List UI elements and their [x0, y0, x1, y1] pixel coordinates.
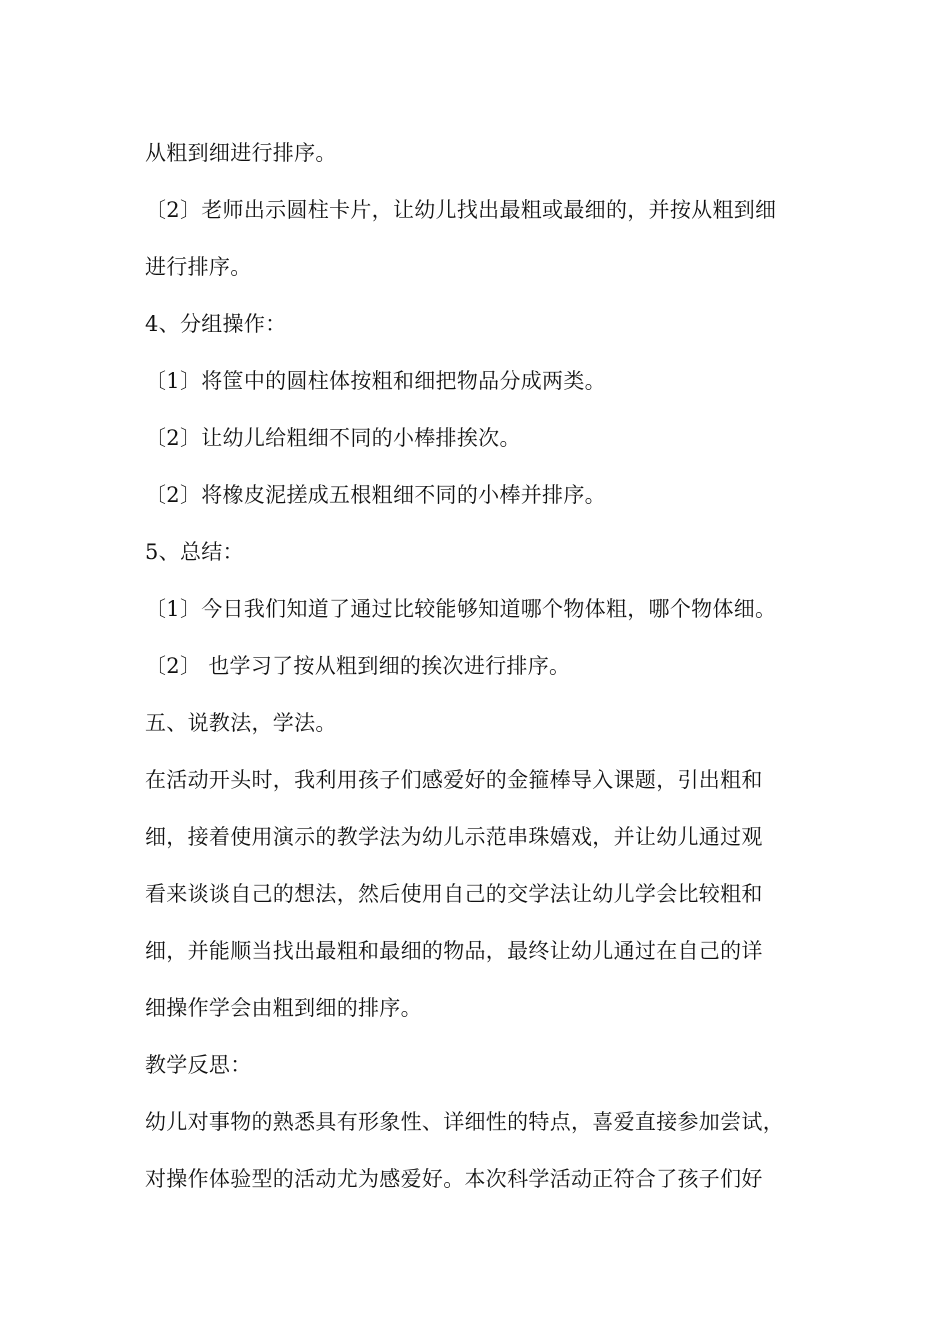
paragraph-line: 细操作学会由粗到细的排序。 [145, 996, 422, 1020]
text-line: 从粗到细进行排序。 [145, 141, 337, 165]
section-heading: 4、分组操作： [145, 312, 287, 336]
paragraph-line: 细，并能顺当找出最粗和最细的物品，最终让幼儿通过在自己的详 [145, 939, 763, 963]
section-heading: 教学反思： [145, 1053, 252, 1077]
text-line: 进行排序。 [145, 255, 252, 279]
paragraph-line: 对操作体验型的活动尤为感爱好。本次科学活动正符合了孩子们好 [145, 1167, 763, 1191]
text-line: 〔2〕 也学习了按从粗到细的挨次进行排序。 [145, 654, 571, 678]
paragraph-line: 看来谈谈自己的想法，然后使用自己的交学法让幼儿学会比较粗和 [145, 882, 763, 906]
text-line: 〔2〕让幼儿给粗细不同的小棒排挨次。 [145, 426, 521, 450]
text-line: 〔1〕今日我们知道了通过比较能够知道哪个物体粗，哪个物体细。 [145, 597, 777, 621]
paragraph-line: 幼儿对事物的熟悉具有形象性、详细性的特点，喜爱直接参加尝试， [145, 1110, 784, 1134]
text-line: 〔2〕老师出示圆柱卡片，让幼儿找出最粗或最细的，并按从粗到细 [145, 198, 777, 222]
section-heading: 五、说教法，学法。 [145, 711, 337, 735]
text-line: 〔2〕将橡皮泥搓成五根粗细不同的小棒并排序。 [145, 483, 606, 507]
paragraph-line: 在活动开头时，我利用孩子们感爱好的金箍棒导入课题，引出粗和 [145, 768, 763, 792]
paragraph-line: 细，接着使用演示的教学法为幼儿示范串珠嬉戏，并让幼儿通过观 [145, 825, 763, 849]
section-heading: 5、总结： [145, 540, 244, 564]
text-line: 〔1〕将筐中的圆柱体按粗和细把物品分成两类。 [145, 369, 606, 393]
